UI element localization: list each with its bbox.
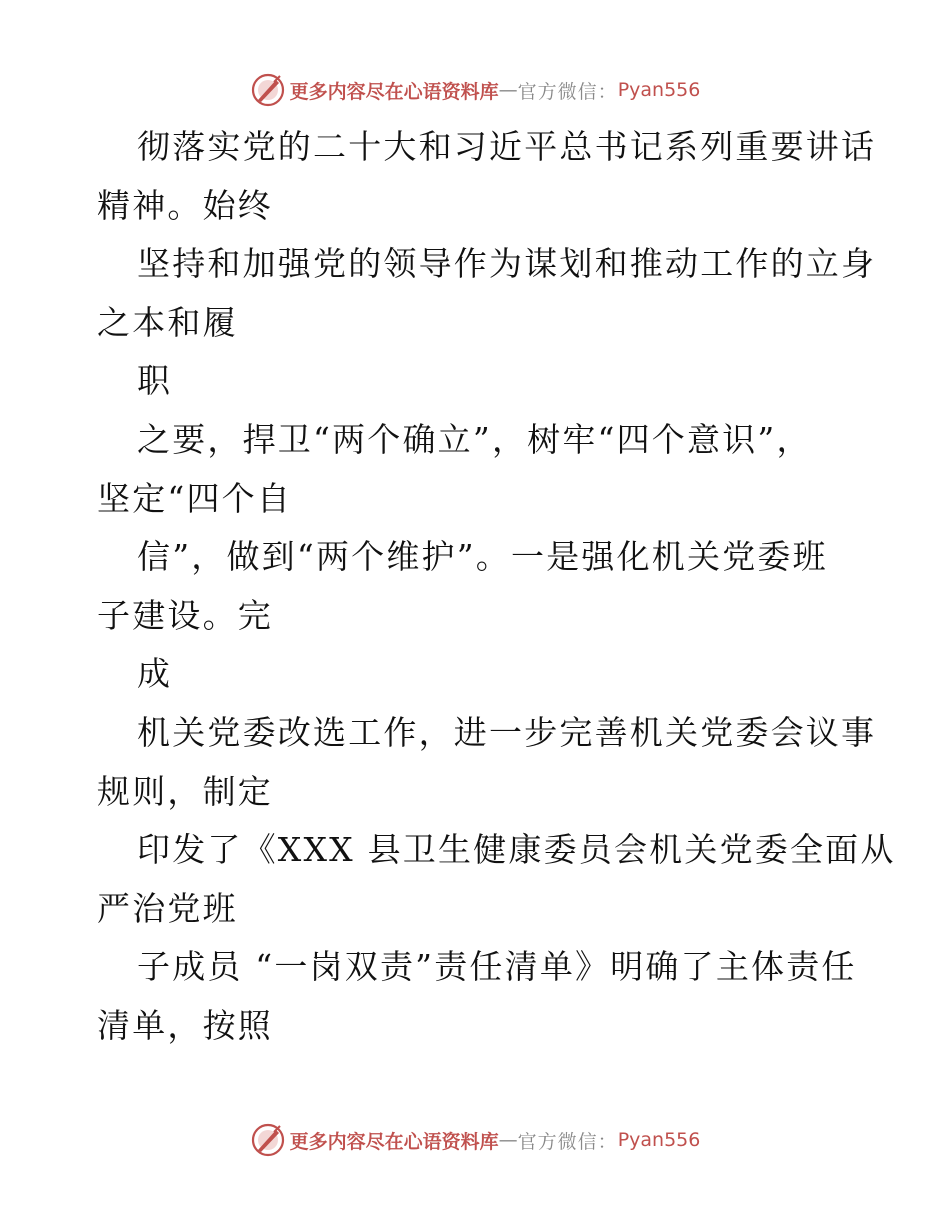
text-line: 坚定“四个自 (97, 478, 293, 518)
text-line: 之要，捍卫“两个确立”，树牢“四个意识”， (137, 419, 812, 459)
watermark-official-label: 官方微信： (517, 80, 618, 103)
footer-watermark (0, 1120, 950, 1160)
text-line: 子成员 “一岗双责”责任清单》明确了主体责任 (137, 947, 857, 987)
document-body (97, 118, 897, 1056)
watermark-account: Pyan556 (617, 79, 701, 101)
watermark-brand: 更多内容尽在心语资料库 (289, 80, 499, 103)
text-line: 之本和履 (97, 302, 238, 342)
watermark-brand: 更多内容尽在心语资料库 (289, 1130, 499, 1153)
header-watermark (0, 70, 950, 110)
quill-pen-icon (250, 1122, 286, 1158)
text-line: 印发了《XXX 县卫生健康委员会机关党委全面从 (137, 830, 896, 870)
watermark-separator: — (498, 79, 518, 101)
watermark-official-label: 官方微信： (517, 1130, 618, 1153)
text-line: 职 (137, 361, 173, 401)
watermark-account: Pyan556 (617, 1129, 701, 1151)
quill-pen-icon (250, 72, 286, 108)
text-line: 机关党委改选工作，进一步完善机关党委会议事 (137, 712, 877, 752)
text-line: 精神。始终 (97, 185, 273, 225)
text-line: 子建设。完 (97, 595, 273, 635)
text-line: 严治党班 (97, 888, 238, 928)
text-line: 坚持和加强党的领导作为谋划和推动工作的立身 (137, 244, 877, 284)
text-line: 彻落实党的二十大和习近平总书记系列重要讲话 (137, 127, 877, 166)
watermark-separator: — (498, 1129, 518, 1151)
text-line: 信”，做到“两个维护”。一是强化机关党委班 (137, 537, 828, 577)
text-line: 规则，制定 (97, 771, 273, 811)
text-line: 清单，按照 (97, 1005, 273, 1045)
text-line: 成 (137, 654, 173, 694)
